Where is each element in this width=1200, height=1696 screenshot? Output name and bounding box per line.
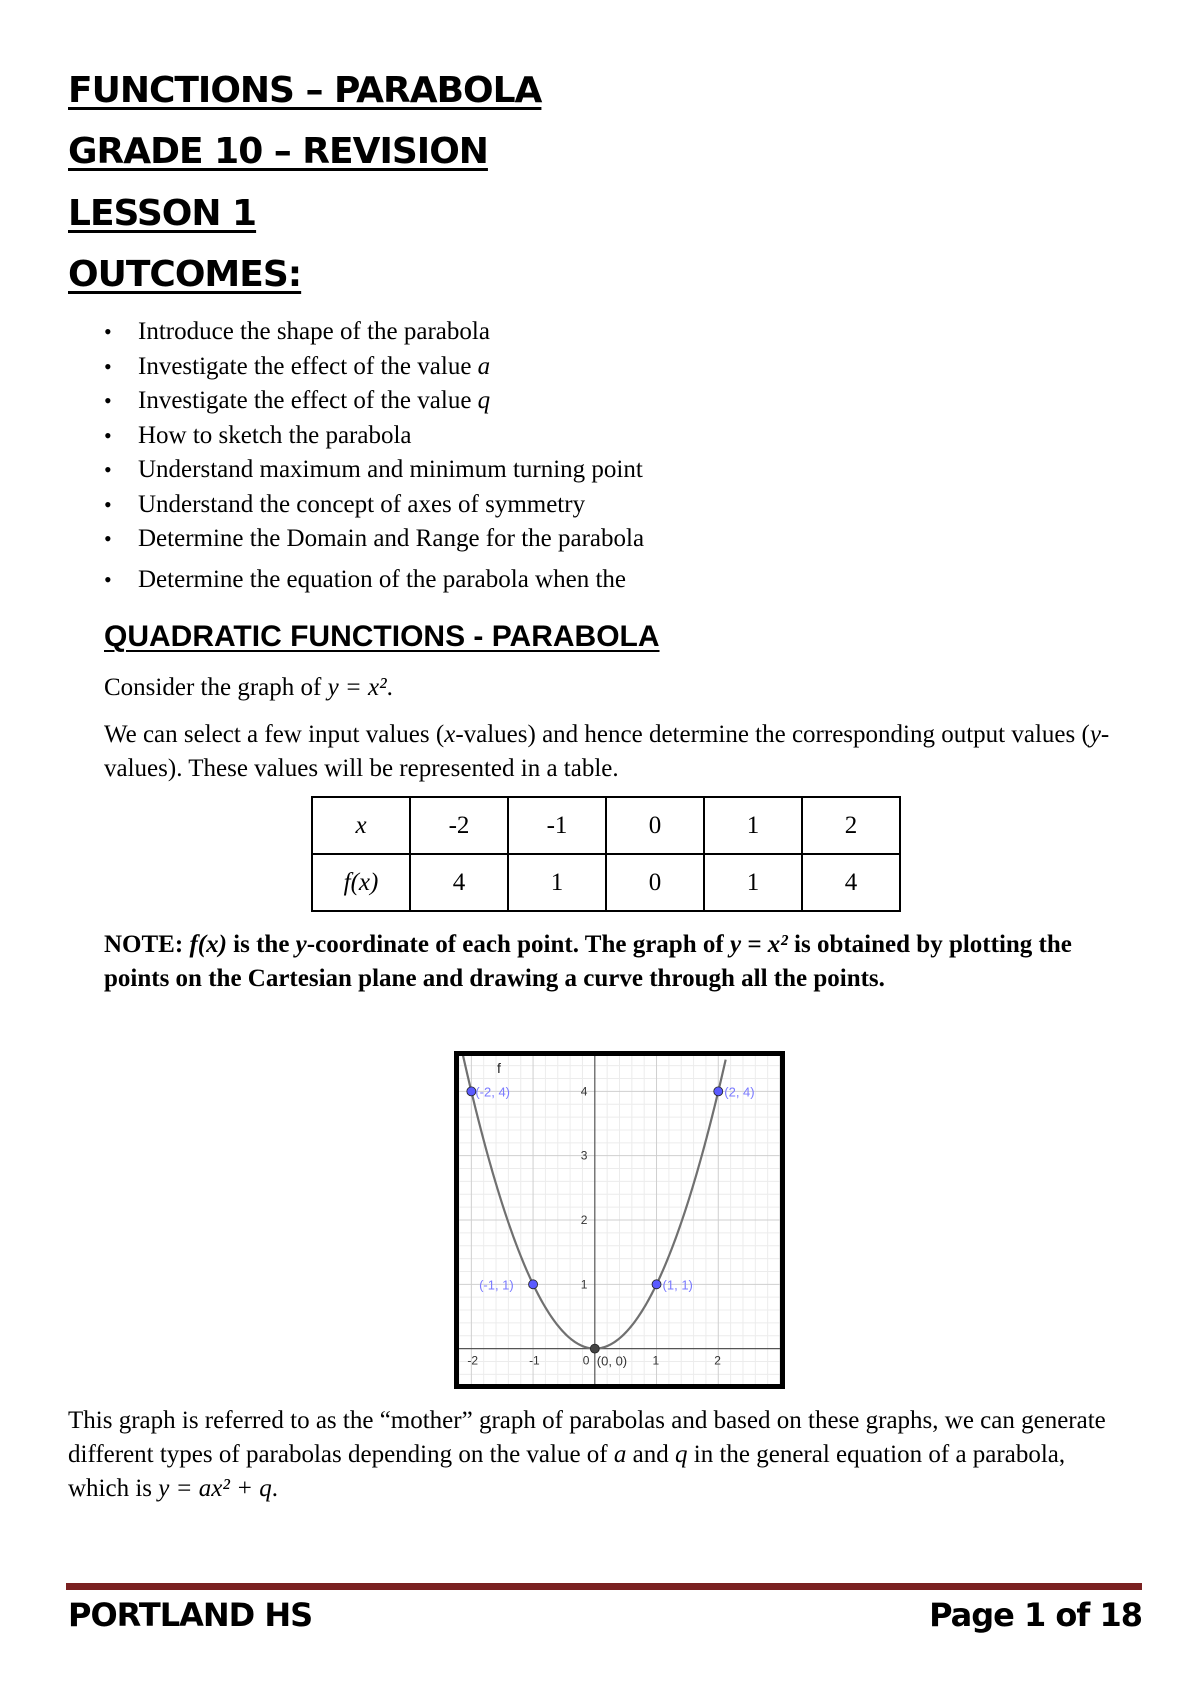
table-cell: 0 xyxy=(606,797,704,854)
bullet-icon: • xyxy=(104,422,112,448)
x-tick-label: 2 xyxy=(714,1353,721,1368)
title-outcomes: OUTCOMES: xyxy=(68,254,302,295)
table-cell: 1 xyxy=(704,797,802,854)
title-grade: GRADE 10 – REVISION xyxy=(68,131,488,172)
bullet-icon: • xyxy=(104,526,112,551)
y-tick-label: 2 xyxy=(580,1213,588,1227)
consider-paragraph: Consider the graph of y = x². xyxy=(104,674,393,701)
values-table xyxy=(311,796,901,912)
x-tick-label: -2 xyxy=(467,1353,479,1368)
point-label: (2, 4) xyxy=(724,1084,755,1100)
bullet-icon: • xyxy=(104,319,112,344)
point-label: (0, 0) xyxy=(596,1353,628,1369)
closing-paragraph: This graph is referred to as the “mother” graph of parabolas and based on these graphs, we can generate different types of parabolas depending on the value of a and q in the general equation of a parabola, which is y = ax² + q. xyxy=(68,1407,1106,1502)
list-item: • Investigate the effect of the value a xyxy=(66,350,1066,385)
table-cell: 0 xyxy=(606,854,704,911)
x-tick-label: 0 xyxy=(582,1353,590,1368)
list-item: • Understand maximum and minimum turning point xyxy=(66,453,1066,488)
section-title: QUADRATIC FUNCTIONS - PARABOLA xyxy=(104,620,660,653)
list-item: • How to sketch the parabola xyxy=(66,419,1066,454)
note-paragraph: NOTE: f(x) is the y-coordinate of each point. The graph of y = x² is obtained by plotting the points on the Cartesian plane and drawing a curve through all the points. xyxy=(104,931,1072,992)
point-label: (-2, 4) xyxy=(475,1084,511,1100)
table-cell: 2 xyxy=(802,797,900,854)
table-cell: 1 xyxy=(508,854,606,911)
table-row xyxy=(312,854,900,911)
x-tick-label: -1 xyxy=(529,1353,540,1368)
bullet-icon: • xyxy=(104,491,112,517)
bullet-icon: • xyxy=(104,457,112,482)
footer-school: PORTLAND HS xyxy=(68,1596,313,1634)
bullet-icon: • xyxy=(104,566,112,592)
table-cell: -2 xyxy=(410,797,508,854)
title-functions-parabola: FUNCTIONS – PARABOLA xyxy=(68,70,542,111)
parabola-curve xyxy=(463,1056,726,1349)
table-header-fx: f(x) xyxy=(312,854,410,911)
data-point xyxy=(652,1280,661,1289)
list-item: • Understand the concept of axes of symmetry xyxy=(66,488,1066,523)
list-item: • Determine the Domain and Range for the parabola xyxy=(66,522,1066,557)
list-item: • Investigate the effect of the value q xyxy=(66,384,1066,419)
table-cell: 4 xyxy=(802,854,900,911)
outcomes-list xyxy=(66,315,1066,597)
y-tick-label: 4 xyxy=(580,1084,588,1099)
footer-page-number: Page 1 of 18 xyxy=(929,1596,1142,1634)
intro-paragraph: We can select a few input values (x-values) and hence determine the corresponding output values (y-values). These values will be represented in a table. xyxy=(104,721,1110,782)
data-point xyxy=(714,1087,723,1096)
table-cell: -1 xyxy=(508,797,606,854)
title-lesson: LESSON 1 xyxy=(68,193,257,234)
table-cell: 1 xyxy=(704,854,802,911)
point-label: (-1, 1) xyxy=(479,1277,514,1293)
x-tick-label: 1 xyxy=(652,1353,660,1368)
parabola-chart xyxy=(459,1056,780,1384)
list-item: • Determine the equation of the parabola when the xyxy=(66,563,1066,598)
y-tick-label: 3 xyxy=(580,1148,588,1163)
table-row xyxy=(312,797,900,854)
list-item: • Introduce the shape of the parabola xyxy=(66,315,1066,350)
point-label: (1, 1) xyxy=(662,1277,693,1293)
function-label: f xyxy=(497,1060,501,1076)
data-point xyxy=(529,1280,538,1289)
bullet-icon: • xyxy=(104,353,112,379)
data-point xyxy=(590,1344,599,1353)
table-cell: 4 xyxy=(410,854,508,911)
y-tick-label: 1 xyxy=(580,1277,588,1292)
table-header-x: x xyxy=(312,797,410,854)
footer-rule xyxy=(66,1583,1142,1590)
bullet-icon: • xyxy=(104,388,112,413)
parabola-chart-frame xyxy=(454,1051,785,1389)
